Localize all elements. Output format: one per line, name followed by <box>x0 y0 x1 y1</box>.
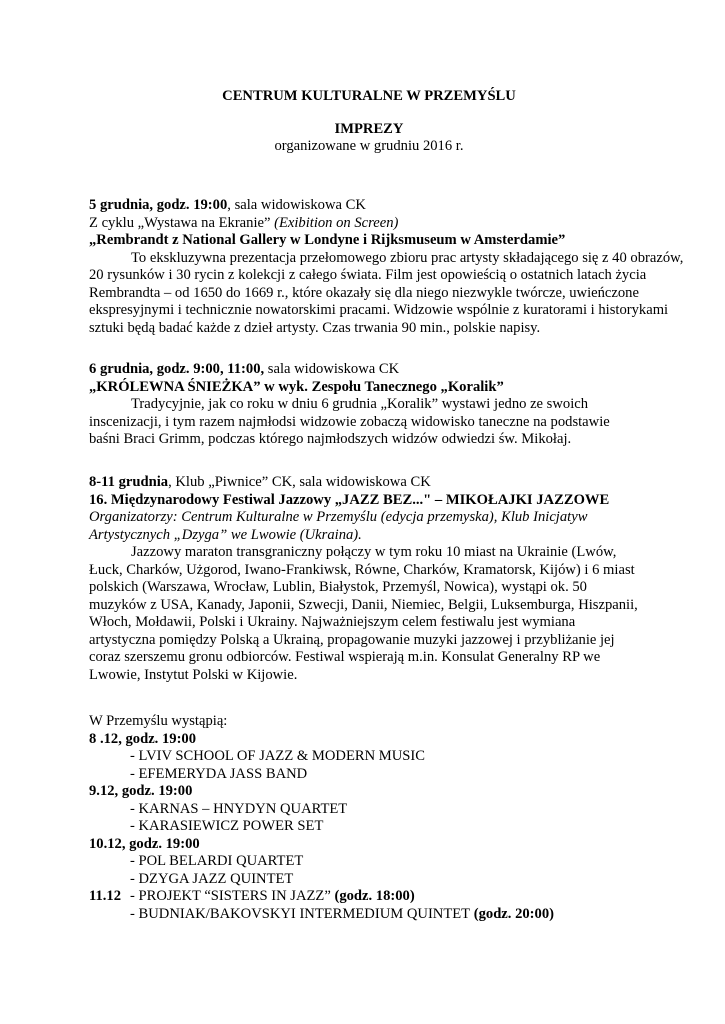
event2-place: sala widowiskowa CK <box>264 361 400 377</box>
event3-desc-line: artystyczna pomiędzy Polską a Ukrainą, propagowanie muzyki jazzowej i przybliżanie jej <box>89 631 615 648</box>
program-band: - KARASIEWICZ POWER SET <box>130 818 324 834</box>
event3-organizers-line: Artystycznych „Dzyga” we Lwowie (Ukraina). <box>89 526 362 543</box>
doc-subtitle: organizowane w grudniu 2016 r. <box>274 138 464 154</box>
program-band: - POL BELARDI QUARTET <box>130 853 304 869</box>
event2-time: , godz. 9:00, 11:00, <box>149 361 265 377</box>
event3-desc-line: Lwowie, Instytut Polski w Kijowie. <box>89 666 298 683</box>
event2-section <box>89 361 649 449</box>
event1-date: 5 grudnia <box>89 197 150 213</box>
program-band-time: (godz. 18:00) <box>330 888 415 904</box>
event3-desc-line: Włoch, Mołdawii, Polski i Ukrainy. Najważniejszym celem festiwalu jest wymiana <box>89 614 576 630</box>
event3-desc-line: polskich (Warszawa, Wrocław, Lublin, Białystok, Przemyśl, Nowica), wystąpi ok. 50 <box>89 579 587 595</box>
program-band: - LVIV SCHOOL OF JAZZ & MODERN MUSIC <box>130 748 426 764</box>
program-band-time: (godz. 20:00) <box>470 905 554 922</box>
event1-desc-line: ekspresyjnymi i technicznie nowatorskimi pracami. Widzowie wspólnie z kuratorami i historykami <box>89 302 669 318</box>
event3-desc-line: muzyków z USA, Kanady, Japonii, Szwecji, Danii, Niemiec, Belgii, Luksemburga, Hiszpanii, <box>89 596 638 613</box>
program-day: 10.12, godz. 19:00 <box>89 835 200 852</box>
doc-title: IMPREZY <box>334 121 404 137</box>
event1-when <box>89 197 649 215</box>
event1-series-line <box>89 215 649 233</box>
event3-organizers-line: Organizatorzy: Centrum Kulturalne w Przemyślu (edycja przemyska), Klub Inicjatyw <box>89 509 588 525</box>
event3-desc-line: coraz szerszemu gronu odbiorców. Festiwal wspierają m.in. Konsulat Generalny RP we <box>89 649 601 665</box>
program-day: 9.12, godz. 19:00 <box>89 783 193 799</box>
event2-desc-line: inscenizacji, i tym razem najmłodsi widzowie zobaczą widowisko taneczne na podstawie <box>89 413 610 430</box>
event3-desc-line: Jazzowy maraton transgraniczny połączy w tym roku 10 miast na Ukrainie (Lwów, <box>131 544 617 560</box>
program-day4-row1 <box>89 888 649 906</box>
event3-when <box>89 474 649 492</box>
event2-when <box>89 361 649 379</box>
event3-place: , Klub „Piwnice” CK, sala widowiskowa CK <box>168 474 431 490</box>
event1-title: „Rembrandt z National Gallery w Londyne i Rijksmuseum w Amsterdamie” <box>89 232 566 248</box>
event3-date: 8-11 grudnia <box>89 474 169 490</box>
program-band: - PROJEKT “SISTERS IN JAZZ” <box>130 888 331 904</box>
event1-desc-line: 20 rysunków i 30 rycin z kolekcji z całego świata. Film jest opowieścią o ostatnich latach życia <box>89 267 647 283</box>
event3-title: 16. Międzynarodowy Festiwal Jazzowy „JAZZ BEZ..." – MIKOŁAJKI JAZZOWE <box>89 491 610 508</box>
event3-section <box>89 474 649 684</box>
event1-section <box>89 197 684 337</box>
event2-desc-line: Tradycyjnie, jak co roku w dniu 6 grudnia „Koralik” wystawi jedno ze swoich <box>131 396 589 412</box>
program-band: - EFEMERYDA JASS BAND <box>130 765 308 782</box>
event2-date: 6 grudnia <box>89 361 150 377</box>
event1-place: , sala widowiskowa CK <box>227 197 366 213</box>
event1-series-en: (Exibition on Screen) <box>270 214 399 231</box>
program-band: - BUDNIAK/BAKOVSKYI INTERMEDIUM QUINTET <box>130 905 471 922</box>
event3-desc-line: Łuck, Charków, Użgorod, Iwano-Frankiwsk, Równe, Charków, Kramatorsk, Kijów) i 6 miast <box>89 561 635 578</box>
program-day: 11.12 <box>89 888 122 904</box>
program-band: - DZYGA JAZZ QUINTET <box>130 870 294 887</box>
program-band: - KARNAS – HNYDYN QUARTET <box>130 800 348 817</box>
event2-desc-line: baśni Braci Grimm, podczas którego najmłodszych widzów odwiedzi św. Mikołaj. <box>89 431 572 447</box>
event1-time: , godz. 19:00 <box>149 197 228 213</box>
event1-series: Z cyklu „Wystawa na Ekranie” <box>89 214 271 231</box>
program-day4-row2 <box>89 906 649 924</box>
program-day: 8 .12, godz. 19:00 <box>89 730 197 747</box>
event1-desc-line: sztuki będą badać każde z dzieł artysty. Czas trwania 90 min., polskie napisy. <box>89 319 541 336</box>
event1-desc-line: To ekskluzywna prezentacja przełomowego zbioru prac artysty składającego się z 40 obrazów, <box>131 249 684 266</box>
program-intro: W Przemyślu wystąpią: <box>89 713 228 729</box>
event1-desc-line: Rembrandta – od 1650 do 1669 r., które okazały się dla niego niezwykle twórcze, uwieńczone <box>89 284 639 301</box>
org-heading: CENTRUM KULTURALNE W PRZEMYŚLU <box>222 88 516 104</box>
program-section <box>89 713 649 923</box>
event2-title: „KRÓLEWNA ŚNIEŻKA” w wyk. Zespołu Tanecznego „Koralik” <box>89 378 504 395</box>
